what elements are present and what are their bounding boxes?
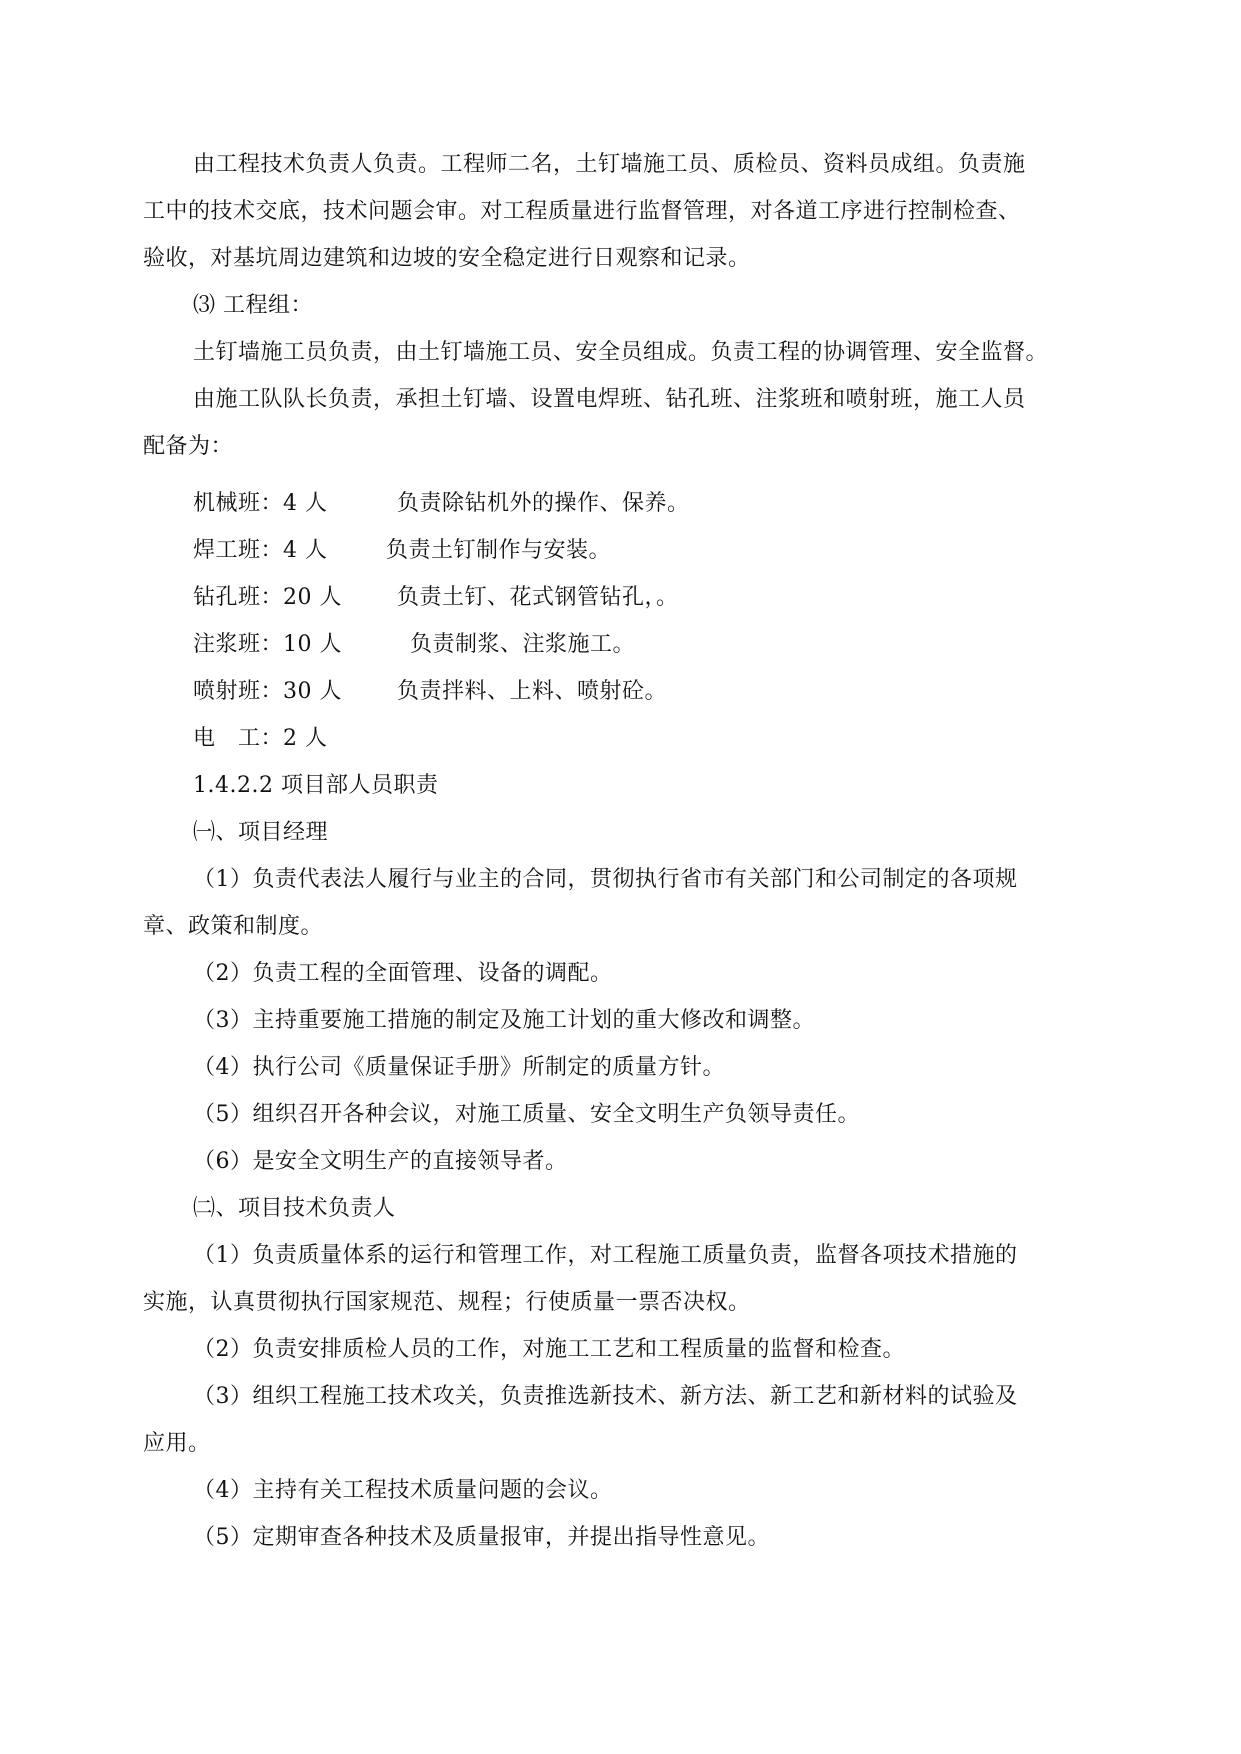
role-heading: ㈠、项目经理 bbox=[193, 820, 329, 845]
paragraph-line: 土钉墙施工员负责，由土钉墙施工员、安全员组成。负责工程的协调管理、安全监督。 bbox=[193, 340, 1049, 365]
paragraph-line: 配备为： bbox=[143, 434, 234, 459]
duty-line: 应用。 bbox=[143, 1431, 211, 1456]
duty-line: （3）主持重要施工措施的制定及施工计划的重大修改和调整。 bbox=[193, 1008, 815, 1033]
paragraph-line: 工中的技术交底，技术问题会审。对工程质量进行监督管理，对各道工序进行控制检查、 bbox=[143, 199, 1021, 224]
duty-line: （6）是安全文明生产的直接领导者。 bbox=[193, 1149, 568, 1174]
duty-line: （5）定期审查各种技术及质量报审，并提出指导性意见。 bbox=[193, 1525, 770, 1550]
staff-duty: 负责拌料、上料、喷射砼。 bbox=[397, 679, 668, 704]
duty-line: （4）主持有关工程技术质量问题的会议。 bbox=[193, 1478, 613, 1503]
staff-team: 电 工：2 人 bbox=[193, 726, 328, 751]
staff-duty: 负责制浆、注浆施工。 bbox=[410, 632, 636, 657]
duty-line: （4）执行公司《质量保证手册》所制定的质量方针。 bbox=[193, 1055, 725, 1080]
duty-line: 实施，认真贯彻执行国家规范、规程；行使质量一票否决权。 bbox=[143, 1290, 751, 1315]
paragraph-line: 由工程技术负责人负责。工程师二名，土钉墙施工员、质检员、资料员成组。负责施 bbox=[193, 152, 1026, 177]
paragraph-line: 验收，对基坑周边建筑和边坡的安全稳定进行日观察和记录。 bbox=[143, 246, 751, 271]
duty-line: （5）组织召开各种会议，对施工质量、安全文明生产负领导责任。 bbox=[193, 1102, 860, 1127]
staff-duty: 负责土钉、花式钢管钻孔，。 bbox=[397, 585, 679, 610]
duty-line: （1）负责质量体系的运行和管理工作，对工程施工质量负责，监督各项技术措施的 bbox=[193, 1243, 1018, 1268]
duty-line: （3）组织工程施工技术攻关，负责推选新技术、新方法、新工艺和新材料的试验及 bbox=[193, 1384, 1018, 1409]
duty-line: （2）负责工程的全面管理、设备的调配。 bbox=[193, 961, 613, 986]
staff-team: 喷射班：30 人 bbox=[193, 679, 342, 704]
section-heading: 1.4.2.2 项目部人员职责 bbox=[193, 773, 439, 798]
staff-duty: 负责除钻机外的操作、保养。 bbox=[397, 491, 690, 516]
duty-line: （1）负责代表法人履行与业主的合同，贯彻执行省市有关部门和公司制定的各项规 bbox=[193, 867, 1018, 892]
duty-line: （2）负责安排质检人员的工作，对施工工艺和工程质量的监督和检查。 bbox=[193, 1337, 905, 1362]
paragraph-line: 由施工队队长负责，承担土钉墙、设置电焊班、钻孔班、注浆班和喷射班，施工人员 bbox=[193, 387, 1026, 412]
duty-line: 章、政策和制度。 bbox=[143, 914, 324, 939]
role-heading: ㈡、项目技术负责人 bbox=[193, 1196, 396, 1221]
staff-duty: 负责土钉制作与安装。 bbox=[386, 538, 612, 563]
staff-team: 焊工班：4 人 bbox=[193, 538, 328, 563]
staff-team: 机械班：4 人 bbox=[193, 491, 328, 516]
subsection-heading: ⑶ 工程组： bbox=[193, 293, 313, 318]
staff-team: 钻孔班：20 人 bbox=[193, 585, 342, 610]
staff-team: 注浆班：10 人 bbox=[193, 632, 342, 657]
